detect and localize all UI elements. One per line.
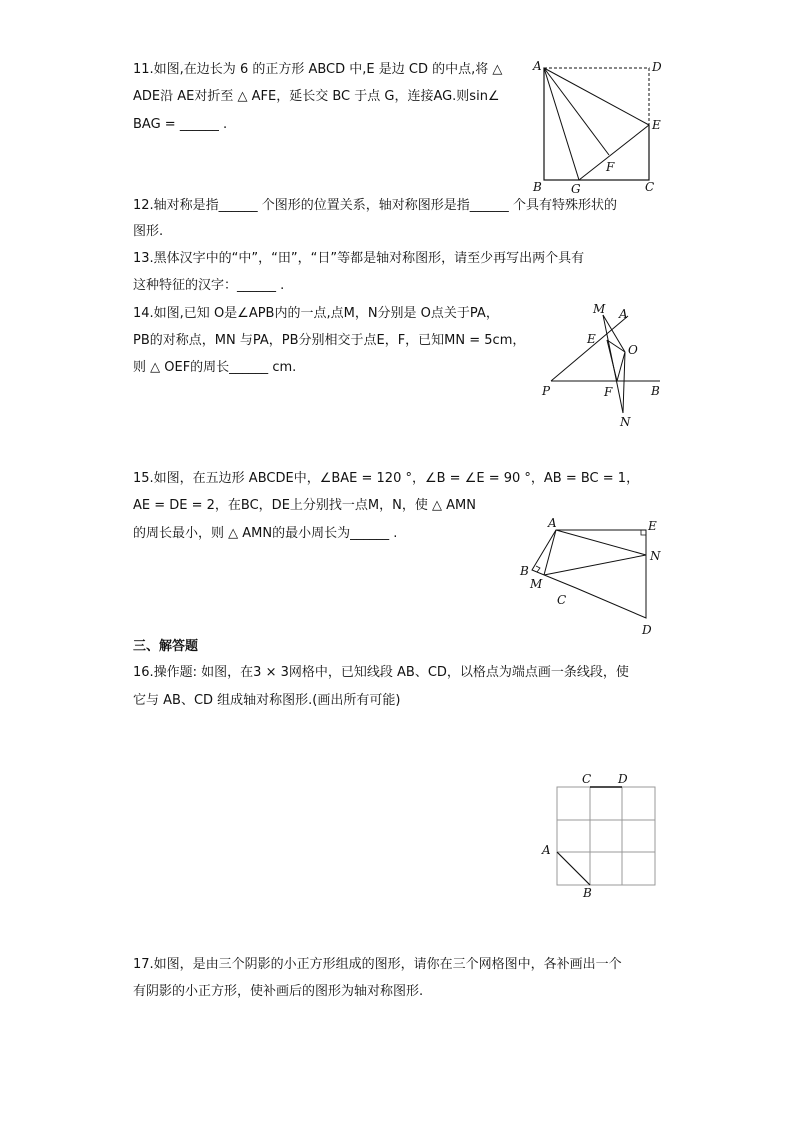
q11-line-AE — [544, 68, 649, 125]
q15-label-D: D — [642, 623, 652, 637]
q12-line2: 图形. — [133, 224, 164, 239]
q15-line2: AE = DE = 2，在BC，DE上分别找一点M，N，使 △ AMN — [133, 498, 476, 513]
q11-label-A: A — [533, 59, 542, 73]
q14-label-B: B — [651, 384, 660, 398]
q14-label-A: A — [619, 307, 628, 321]
q14-line-ON — [623, 352, 625, 413]
q15-line-AM — [544, 530, 556, 575]
q16-label-A: A — [542, 843, 551, 857]
q16-grid — [557, 787, 655, 885]
q15-line-AN — [556, 530, 646, 555]
q14-line1: 14.如图,已知 O是∠APB内的一点,点M，N分别是 O点关于PA， — [133, 306, 499, 321]
q14-label-N: N — [620, 415, 631, 429]
q11-label-C: C — [645, 180, 655, 194]
q16-segment-AB — [557, 852, 590, 885]
q13-line2: 这种特征的汉字：______ . — [133, 278, 285, 293]
q11-line3: BAG = ______ . — [133, 117, 228, 132]
q16-label-D: D — [618, 772, 628, 786]
q17-line2: 有阴影的小正方形，使补画后的图形为轴对称图形. — [133, 984, 424, 999]
q12-line1: 12.轴对称是指______ 个图形的位置关系，轴对称图形是指______ 个具有特殊形状的 — [133, 198, 617, 213]
q11-label-E: E — [652, 118, 661, 132]
q11-figure — [525, 58, 675, 198]
q15-right-angle-B — [536, 566, 540, 572]
q11-square-solid — [544, 68, 649, 180]
q15-label-E: E — [648, 519, 657, 533]
q15-line3: 的周长最小，则 △ AMN的最小周长为______ . — [133, 526, 398, 541]
section-3-title: 三、解答题 — [133, 639, 199, 654]
q14-label-P: P — [542, 384, 551, 398]
q15-label-M: M — [530, 577, 543, 591]
q14-label-F: F — [604, 385, 613, 399]
q16-grid-figure — [540, 770, 665, 902]
q11-label-F: F — [606, 160, 615, 174]
q15-figure — [515, 515, 670, 640]
q14-label-M: M — [593, 302, 606, 316]
q11-line-AF — [544, 68, 609, 155]
q14-line2: PB的对称点，MN 与PA，PB分别相交于点E，F，已知MN = 5cm， — [133, 333, 526, 348]
q11-label-D: D — [652, 60, 662, 74]
q16-label-C: C — [582, 772, 592, 786]
q14-label-O: O — [628, 343, 638, 357]
q11-line-AG — [544, 68, 579, 180]
q14-line3: 则 △ OEF的周长______ cm. — [133, 360, 297, 375]
q15-label-C: C — [557, 593, 567, 607]
q14-ray-PA — [551, 316, 628, 381]
q15-label-A: A — [548, 516, 557, 530]
q15-label-N: N — [650, 549, 661, 563]
q14-figure — [535, 300, 670, 432]
q11-label-G: G — [571, 182, 581, 196]
q15-line1: 15.如图，在五边形 ABCDE中，∠BAE = 120 °，∠B = ∠E = 90 °，AB = BC = 1， — [133, 471, 640, 486]
q15-label-B: B — [520, 564, 529, 578]
q16-line1: 16.操作题: 如图，在3 × 3网格中，已知线段 AB、CD，以格点为端点画一条线段，使 — [133, 665, 629, 680]
q15-right-angle-E — [641, 530, 646, 535]
q13-line1: 13.黑体汉字中的“中”，“田”，“日”等都是轴对称图形，请至少再写出两个具有 — [133, 251, 585, 266]
q11-line1: 11.如图,在边长为 6 的正方形 ABCD 中,E 是边 CD 的中点,将 △ — [133, 62, 503, 77]
q11-label-B: B — [533, 180, 542, 194]
q16-line2: 它与 AB、CD 组成轴对称图形.(画出所有可能) — [133, 693, 401, 708]
q17-line1: 17.如图，是由三个阴影的小正方形组成的图形，请你在三个网格图中，各补画出一个 — [133, 957, 622, 972]
q11-line2: ADE沿 AE对折至 △ AFE，延长交 BC 于点 G，连接AG.则sin∠ — [133, 89, 500, 104]
q14-label-E: E — [587, 332, 596, 346]
q15-line-MN — [544, 555, 646, 575]
q16-label-B: B — [583, 886, 592, 900]
